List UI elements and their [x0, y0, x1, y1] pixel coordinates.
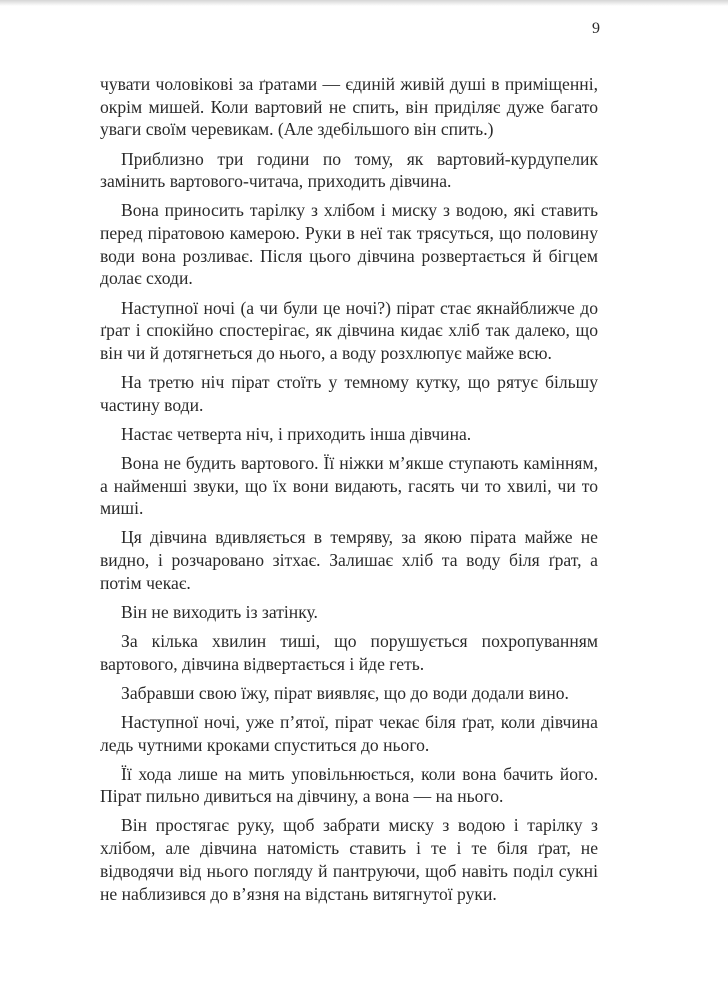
paragraph: Приблизно три години по тому, як вартовий-курдупелик замінить вартового-читача, приходить дівчина. — [100, 148, 598, 192]
paragraph: Вона приносить тарілку з хлібом і миску з водою, які ставить перед піратовою камерою. Руки в неї так трясуться, що половину води вона розливає. Після цього дівчина розвертається й бігцем долає сходи. — [100, 200, 598, 289]
paragraph: Забравши свою їжу, пірат виявляє, що до води додали вино. — [121, 682, 569, 703]
paragraph: Наступної ночі (а чи були це ночі?) пірат стає якнайближче до ґрат і спокійно спостерігає, як дівчина кидає хліб так далеко, що він чи й дотягнеться до нього, а воду розхлюпує майже всю. — [100, 297, 598, 363]
page-number: 9 — [592, 20, 600, 37]
paragraph: Настає четверта ніч, і приходить інша дівчина. — [121, 423, 472, 444]
paragraph: Він простягає руку, щоб забрати миску з водою і тарілку з хлібом, але дівчина натомість ставить і те і те біля ґрат, не відводячи від нього погляду й пантруючи, щоб навіть поділ сукні не наблизився до в’язня на відстань витягнутої руки. — [100, 815, 598, 904]
paragraph: Вона не будить вартового. Її ніжки м’якше ступають камінням, а найменші звуки, що їх вони видають, гасять чи то хвилі, чи то миші. — [100, 452, 598, 519]
paragraph: чувати чоловікові за ґратами — єдиній живій душі в приміщенні, окрім мишей. Коли вартовий не спить, він приділяє дуже багато уваги своїм черевикам. (Але здебільшого він спить.) — [100, 74, 598, 140]
paragraph: За кілька хвилин тиші, що порушується похропуванням вартового, дівчина відвертається і йде геть. — [100, 630, 598, 674]
paragraph: Наступної ночі, уже п’ятої, пірат чекає біля ґрат, коли дівчина ледь чутними кроками спуститься до нього. — [100, 711, 598, 755]
paragraph: Він не виходить із затінку. — [121, 601, 318, 622]
page-top-shadow — [0, 0, 728, 6]
text-body — [100, 73, 598, 912]
paragraph: На третю ніч пірат стоїть у темному кутку, що рятує більшу частину води. — [100, 372, 598, 415]
paragraph: Її хода лише на мить уповільнюється, коли вона бачить його. Пірат пильно дивиться на дівчину, а вона — на нього. — [100, 763, 598, 807]
paragraph: Ця дівчина вдивляється в темряву, за якою пірата майже не видно, і розчаровано зітхає. Залишає хліб та воду біля ґрат, а потім чекає. — [100, 527, 598, 593]
